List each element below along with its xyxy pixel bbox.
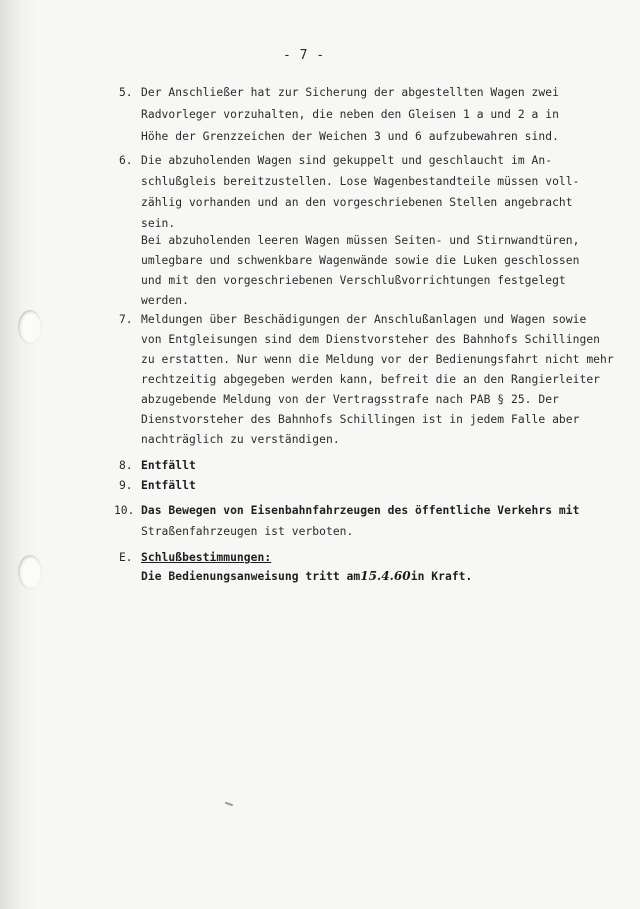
pencil-mark	[225, 802, 233, 807]
item-5-number: 5.	[119, 86, 133, 99]
item-8-number: 8.	[119, 459, 133, 472]
page-number: - 7 -	[283, 48, 325, 63]
item-6-line: Die abzuholenden Wagen sind gekuppelt und geschlaucht im An-	[141, 154, 553, 167]
item-5-line: Radvorleger vorzuhalten, die neben den Gleisen 1 a und 2 a in	[141, 108, 559, 121]
item-6-number: 6.	[119, 154, 133, 167]
item-9-text: Entfällt	[141, 479, 196, 492]
item-5-line: Der Anschließer hat zur Sicherung der abgestellten Wagen zwei	[141, 86, 559, 99]
item-6-line: und mit den vorgeschriebenen Verschlußvorrichtungen festgelegt	[141, 274, 566, 287]
section-e-text-after: in Kraft.	[410, 570, 473, 583]
item-10-line: Straßenfahrzeugen ist verboten.	[141, 525, 354, 538]
item-6-line: umlegbare und schwenkbare Wagenwände sowie die Luken geschlossen	[141, 254, 580, 267]
item-7-number: 7.	[119, 313, 133, 326]
item-7-line: abzugebende Meldung von der Vertragsstrafe nach PAB § 25. Der	[141, 393, 559, 406]
item-5-line: Höhe der Grenzzeichen der Weichen 3 und 6 aufzubewahren sind.	[141, 130, 559, 143]
item-7-line: von Entgleisungen sind dem Dienstvorsteher des Bahnhofs Schillingen	[141, 333, 601, 346]
punch-hole	[18, 310, 42, 344]
handwritten-date: 15.4.60	[360, 569, 411, 583]
item-6-line: Bei abzuholenden leeren Wagen müssen Seiten- und Stirnwandtüren,	[141, 234, 580, 247]
item-6-line: schlußgleis bereitzustellen. Lose Wagenbestandteile müssen voll-	[141, 175, 580, 188]
item-6-line: werden.	[141, 294, 189, 307]
section-e-text-before: Die Bedienungsanweisung tritt am	[141, 570, 361, 583]
item-10-number: 10.	[114, 504, 135, 517]
item-6-line: sein.	[141, 217, 176, 230]
punch-hole	[18, 555, 42, 589]
item-8-text: Entfällt	[141, 459, 196, 472]
section-e-text	[141, 569, 472, 583]
item-7-line: Meldungen über Beschädigungen der Anschlußanlagen und Wagen sowie	[141, 313, 587, 326]
item-7-line: Dienstvorsteher des Bahnhofs Schillingen ist in jedem Falle aber	[141, 413, 580, 426]
item-7-line: nachträglich zu verständigen.	[141, 433, 340, 446]
item-10-line: Das Bewegen von Eisenbahnfahrzeugen des öffentliche Verkehrs mit	[141, 504, 580, 517]
item-7-line: zu erstatten. Nur wenn die Meldung vor der Bedienungsfahrt nicht mehr	[141, 353, 614, 366]
item-7-line: rechtzeitig abgegeben werden kann, befreit die an den Rangierleiter	[141, 373, 601, 386]
item-9-number: 9.	[119, 479, 133, 492]
section-e-heading: Schlußbestimmungen:	[141, 551, 272, 564]
section-e-letter: E.	[119, 551, 133, 564]
item-6-line: zählig vorhanden und an den vorgeschriebenen Stellen angebracht	[141, 196, 573, 209]
